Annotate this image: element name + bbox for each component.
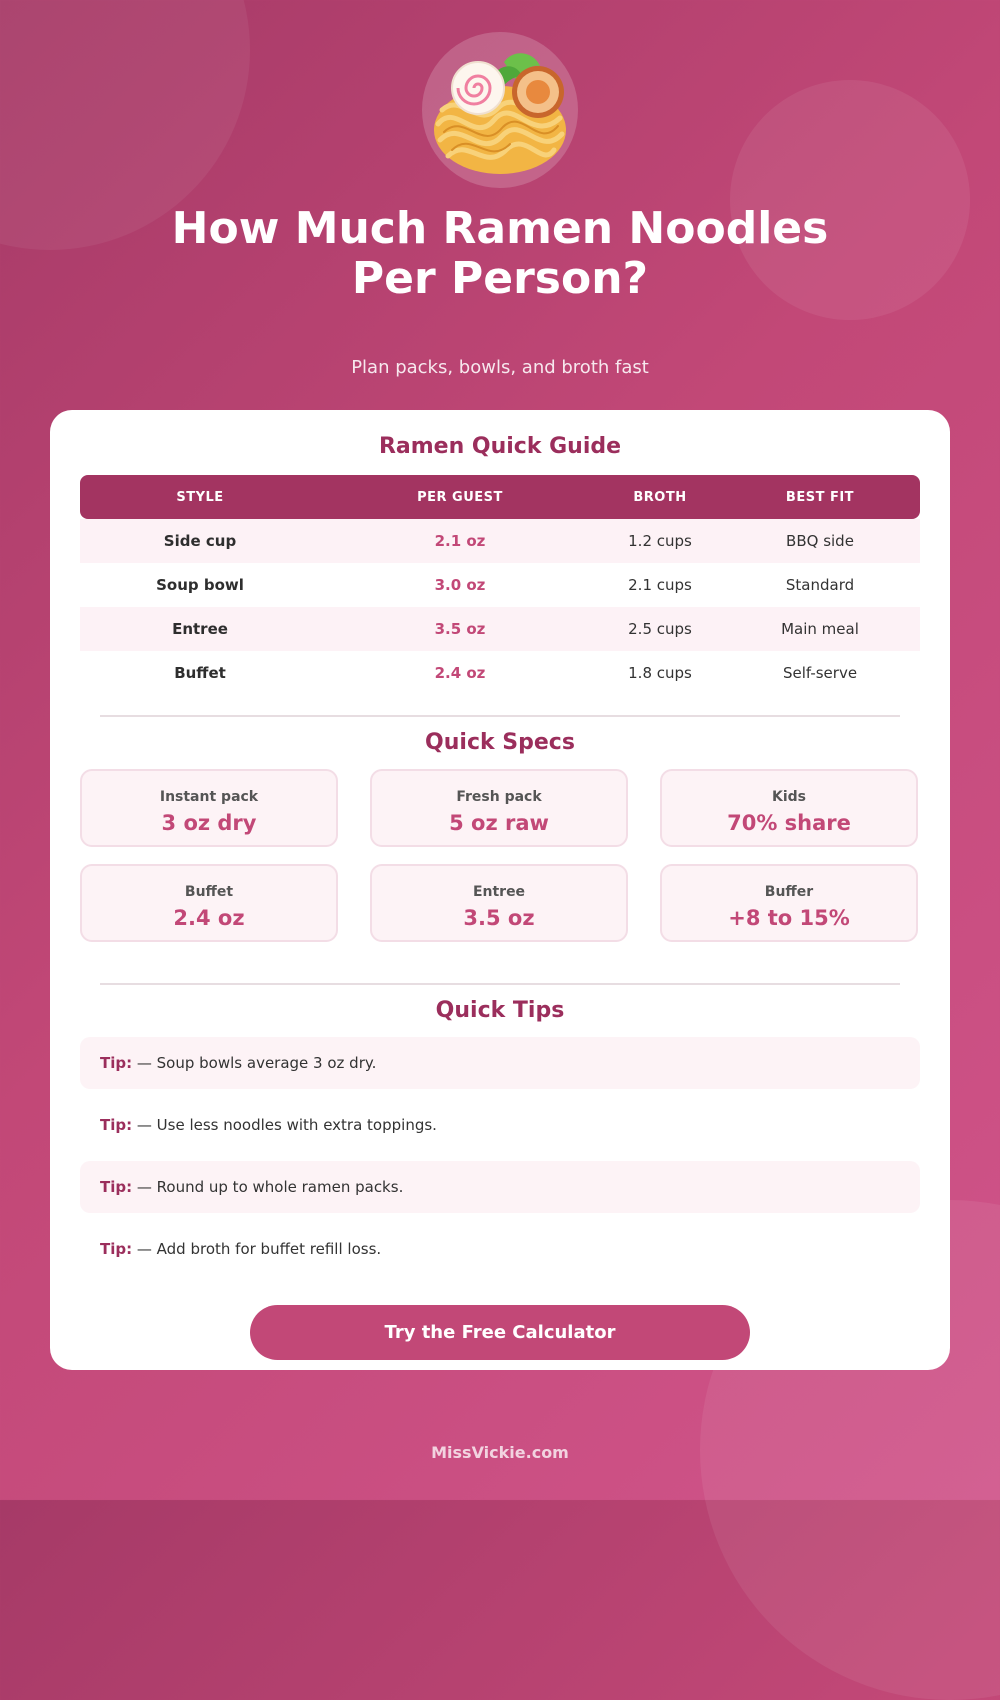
tip-text: — Add broth for buffet refill loss. <box>136 1240 382 1258</box>
row-per-guest: 2.4 oz <box>434 664 486 682</box>
tip-item <box>80 1037 920 1089</box>
content-card <box>50 410 950 1370</box>
column-header-broth: BROTH <box>633 489 687 505</box>
table-row <box>80 607 920 651</box>
footer-brand[interactable]: MissVickie.com <box>431 1443 569 1462</box>
spec-value: 70% share <box>727 811 851 835</box>
ramen-bowl-icon <box>422 32 578 188</box>
spec-card-buffer <box>660 864 918 942</box>
spec-card-entree <box>370 864 628 942</box>
spec-label: Instant pack <box>159 789 259 805</box>
row-best-fit: BBQ side <box>786 532 854 550</box>
page-subtitle: Plan packs, bowls, and broth fast <box>351 357 649 378</box>
tip-item <box>80 1223 920 1275</box>
section-divider <box>100 715 900 717</box>
tip-text: — Use less noodles with extra toppings. <box>136 1116 437 1134</box>
row-style: Buffet <box>174 664 226 682</box>
row-per-guest: 3.0 oz <box>434 576 486 594</box>
ramen-guide-table <box>80 475 920 695</box>
spec-label: Buffer <box>764 884 814 900</box>
spec-value: 3 oz dry <box>161 811 257 835</box>
row-style: Entree <box>172 620 228 638</box>
row-broth: 2.5 cups <box>628 620 692 638</box>
table-row <box>80 519 920 563</box>
spec-label: Entree <box>472 884 526 900</box>
tips-title: Quick Tips <box>435 998 565 1023</box>
row-best-fit: Standard <box>785 576 855 594</box>
row-broth: 2.1 cups <box>628 576 692 594</box>
table-row <box>80 563 920 607</box>
row-per-guest: 3.5 oz <box>434 620 486 638</box>
table-header <box>80 475 920 519</box>
spec-card-instant-pack <box>80 769 338 847</box>
column-header-best-fit: BEST FIT <box>785 489 855 505</box>
guide-title: Ramen Quick Guide <box>378 434 622 459</box>
title-line-2: Per Person? <box>351 253 649 304</box>
spec-value: 3.5 oz <box>463 906 535 930</box>
tip-text: — Round up to whole ramen packs. <box>136 1178 404 1196</box>
tip-label: Tip: <box>100 1054 133 1072</box>
tip-label: Tip: <box>100 1178 133 1196</box>
column-header-style: STYLE <box>176 489 224 505</box>
specs-title: Quick Specs <box>425 730 575 755</box>
spec-label: Kids <box>771 789 806 805</box>
tip-item <box>80 1099 920 1151</box>
row-best-fit: Main meal <box>781 620 859 638</box>
spec-card-buffet <box>80 864 338 942</box>
row-broth: 1.8 cups <box>628 664 692 682</box>
spec-label: Buffet <box>184 884 234 900</box>
page-title <box>0 204 1000 304</box>
spec-card-fresh-pack <box>370 769 628 847</box>
spec-card-kids <box>660 769 918 847</box>
section-divider <box>100 983 900 985</box>
tip-text: — Soup bowls average 3 oz dry. <box>136 1054 377 1072</box>
row-per-guest: 2.1 oz <box>434 532 486 550</box>
table-row <box>80 651 920 695</box>
row-style: Side cup <box>163 532 237 550</box>
spec-value: +8 to 15% <box>728 906 850 930</box>
row-broth: 1.2 cups <box>628 532 692 550</box>
tip-item <box>80 1161 920 1213</box>
spec-value: 5 oz raw <box>449 811 549 835</box>
spec-label: Fresh pack <box>456 789 542 805</box>
row-best-fit: Self-serve <box>782 664 858 682</box>
tip-label: Tip: <box>100 1240 133 1258</box>
column-header-per-guest: PER GUEST <box>417 489 503 505</box>
tip-label: Tip: <box>100 1116 133 1134</box>
row-style: Soup bowl <box>156 576 244 594</box>
title-line-1: How Much Ramen Noodles <box>171 203 829 254</box>
free-calculator-button[interactable]: Try the Free Calculator <box>250 1305 750 1360</box>
spec-value: 2.4 oz <box>173 906 245 930</box>
